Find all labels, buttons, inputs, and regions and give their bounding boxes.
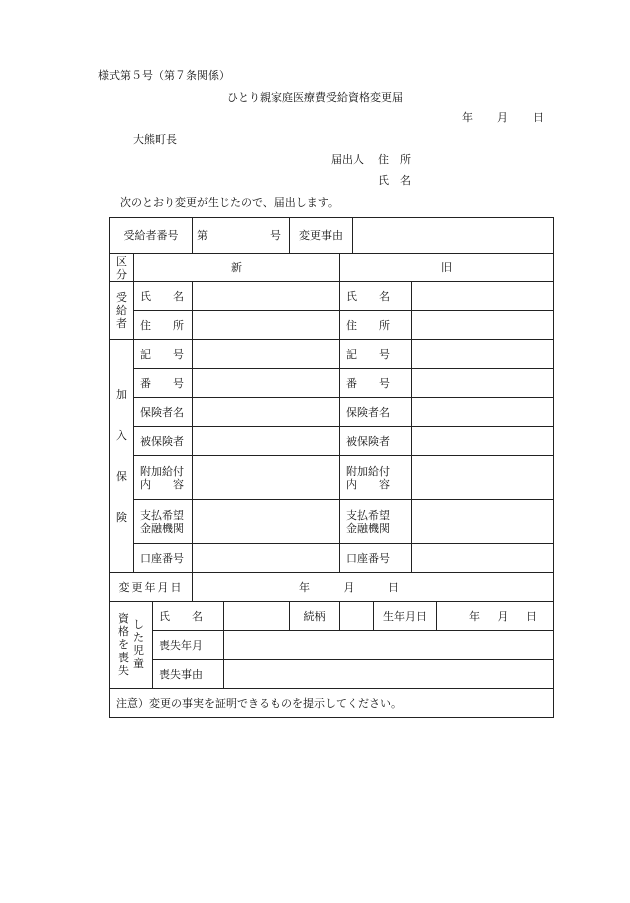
new-recipient-address-field[interactable] (193, 311, 340, 340)
date-month-label: 月 (497, 111, 508, 124)
lost-reason-label: 喪失事由 (153, 660, 224, 689)
change-date-month: 月 (343, 580, 355, 594)
lost-child-name-label: 氏 名 (153, 602, 224, 631)
new-additional-benefit-field[interactable] (193, 456, 340, 500)
old-bank-label: 支払希望 金融機関 (340, 500, 412, 544)
number-suffix: 号 (270, 229, 282, 242)
note-text: 注意）変更の事実を証明できるものを提示してください。 (110, 689, 554, 718)
addressee: 大熊町長 (133, 133, 177, 146)
old-recipient-name-field[interactable] (412, 282, 554, 311)
birth-year: 年 (469, 609, 481, 623)
lost-reason-field[interactable] (224, 660, 554, 689)
new-column-header: 新 (134, 254, 340, 282)
new-insurance-number-label: 番 号 (134, 369, 193, 398)
new-insurer-name-label: 保険者名 (134, 398, 193, 427)
old-recipient-address-label: 住 所 (340, 311, 412, 340)
new-insurer-name-field[interactable] (193, 398, 340, 427)
lost-date-field[interactable] (224, 631, 554, 660)
old-insurance-symbol-label: 記 号 (340, 340, 412, 369)
new-bank-field[interactable] (193, 500, 340, 544)
old-insurer-name-field[interactable] (412, 398, 554, 427)
recipient-number-label: 受給者番号 (110, 218, 193, 254)
change-reason-label: 変更事由 (290, 218, 353, 254)
recipient-number-field[interactable] (193, 218, 290, 254)
insurance-section-label: 加 入 保 険 (110, 340, 134, 573)
date-day-label: 日 (533, 111, 544, 124)
applicant-label: 届出人 (331, 153, 364, 166)
new-additional-benefit-label: 附加給付 内 容 (134, 456, 193, 500)
new-insurance-symbol-label: 記 号 (134, 340, 193, 369)
lost-date-label: 喪失年月 (153, 631, 224, 660)
old-bank-field[interactable] (412, 500, 554, 544)
birth-date-field[interactable] (437, 602, 554, 631)
new-insured-person-label: 被保険者 (134, 427, 193, 456)
new-account-number-label: 口座番号 (134, 544, 193, 573)
relationship-field[interactable] (340, 602, 374, 631)
new-recipient-address-label: 住 所 (134, 311, 193, 340)
category-label: 区 分 (110, 254, 134, 282)
new-insured-person-field[interactable] (193, 427, 340, 456)
number-prefix: 第 (197, 229, 209, 242)
old-account-number-label: 口座番号 (340, 544, 412, 573)
old-additional-benefit-label: 附加給付 内 容 (340, 456, 412, 500)
old-insurer-name-label: 保険者名 (340, 398, 412, 427)
new-account-number-field[interactable] (193, 544, 340, 573)
intro-text: 次のとおり変更が生じたので、届出します。 (120, 196, 339, 209)
change-date-label: 変更年月日 (110, 573, 193, 602)
old-recipient-address-field[interactable] (412, 311, 554, 340)
old-additional-benefit-field[interactable] (412, 456, 554, 500)
change-reason-field[interactable] (353, 218, 554, 254)
new-bank-label: 支払希望 金融機関 (134, 500, 193, 544)
old-recipient-name-label: 氏 名 (340, 282, 412, 311)
change-date-field[interactable] (193, 573, 554, 602)
birth-day: 日 (526, 609, 538, 623)
old-insured-person-field[interactable] (412, 427, 554, 456)
old-account-number-field[interactable] (412, 544, 554, 573)
relationship-label: 続柄 (290, 602, 340, 631)
change-date-day: 日 (388, 580, 400, 594)
lost-child-name-field[interactable] (224, 602, 290, 631)
birth-month: 月 (497, 609, 509, 623)
new-recipient-name-field[interactable] (193, 282, 340, 311)
old-insurance-number-label: 番 号 (340, 369, 412, 398)
old-insurance-symbol-field[interactable] (412, 340, 554, 369)
applicant-address-label: 住 所 (378, 153, 411, 166)
old-insurance-number-field[interactable] (412, 369, 554, 398)
recipient-section-label: 受 給 者 (110, 282, 134, 340)
applicant-name-label: 氏 名 (378, 174, 411, 187)
change-form-table (109, 217, 554, 718)
form-number: 様式第５号（第７条関係） (98, 69, 230, 82)
new-recipient-name-label: 氏 名 (134, 282, 193, 311)
new-insurance-symbol-field[interactable] (193, 340, 340, 369)
old-insured-person-label: 被保険者 (340, 427, 412, 456)
birth-date-label: 生年月日 (374, 602, 437, 631)
old-column-header: 旧 (340, 254, 554, 282)
new-insurance-number-field[interactable] (193, 369, 340, 398)
date-year-label: 年 (462, 111, 473, 124)
lost-child-section-label: 資 格 を 喪 失 し た 児 童 (110, 602, 153, 689)
change-date-year: 年 (299, 580, 311, 594)
form-title: ひとり親家庭医療費受給資格変更届 (227, 91, 403, 104)
